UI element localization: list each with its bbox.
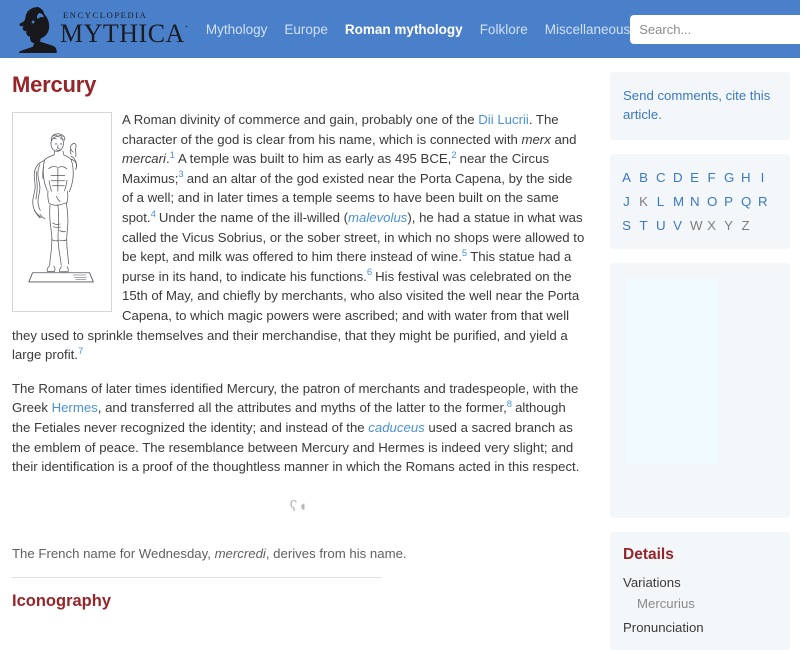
alpha-letter-a[interactable]: A	[622, 170, 631, 185]
nav-item-miscellaneous[interactable]: Miscellaneous	[544, 21, 631, 37]
page-body	[0, 58, 800, 635]
footnote-ref-7[interactable]: 7	[77, 345, 84, 357]
alpha-letter-y: Y	[724, 218, 733, 233]
alpha-letter-b[interactable]: B	[639, 170, 648, 185]
classical-bust-icon	[14, 5, 58, 53]
p1-text-7: and an altar of the god existed near the Porta Capena, by the side of a well; and in later times a temple seems to have been built on the same spot.	[122, 170, 573, 225]
alpha-letter-r[interactable]: R	[758, 194, 768, 209]
main-navigation	[206, 22, 630, 37]
nav-item-roman-mythology[interactable]: Roman mythology	[344, 21, 463, 37]
alphabet-index	[610, 154, 790, 249]
section-heading-iconography: Iconography	[12, 591, 112, 610]
comments-separator: ,	[718, 88, 726, 103]
p1-text-10: This statue had a purse in its hand, to indicate his functions.	[122, 249, 572, 284]
alpha-letter-q[interactable]: Q	[741, 194, 752, 209]
cite-article-link[interactable]: cite this article	[623, 88, 771, 122]
logo-line-encyclopedia: ENCYCLOPEDIA	[63, 10, 148, 21]
p1-text-4: .	[165, 151, 170, 167]
alpha-letter-o[interactable]: O	[707, 194, 718, 209]
note-text-2: , derives from his name.	[265, 545, 407, 561]
article-note	[12, 544, 586, 563]
section-ornament: ʕ◖	[289, 497, 309, 515]
article-figure	[12, 112, 112, 312]
alpha-letter-j[interactable]: J	[623, 194, 630, 209]
alpha-letter-e[interactable]: E	[690, 170, 699, 185]
alpha-letter-n[interactable]: N	[690, 194, 700, 209]
footnote-ref-3[interactable]: 3	[178, 169, 184, 181]
alpha-letter-x: X	[707, 218, 716, 233]
alphabet-row-2	[622, 194, 780, 209]
alphabet-row-1	[622, 170, 780, 185]
comments-card	[610, 72, 790, 140]
footnote-ref-1[interactable]: 1	[169, 149, 175, 161]
alpha-letter-s[interactable]: S	[622, 218, 631, 233]
p1-text-2: . The character of the god is clear from his name, which is connected with	[122, 112, 559, 147]
p1-text-6: near the Circus Maximus;	[122, 151, 550, 186]
details-label-variations: Variations	[623, 575, 681, 590]
promo-placeholder	[610, 263, 790, 518]
link-dii-lucrii[interactable]: Dii Lucrii	[478, 112, 529, 127]
p2-text-2: , and transferred all the attributes and myths of the latter to the former,	[97, 400, 507, 416]
alpha-letter-m[interactable]: M	[673, 194, 685, 209]
logo-wordmark	[60, 11, 188, 47]
logo-line-mythica: MYTHICA˘	[60, 18, 188, 48]
statue-illustration	[16, 116, 108, 308]
footnote-ref-8[interactable]: 8	[506, 398, 513, 410]
alpha-letter-k: K	[639, 194, 648, 209]
send-comments-link[interactable]: Send comments	[623, 88, 719, 103]
alpha-letter-z: Z	[741, 218, 750, 233]
section-divider	[12, 577, 382, 578]
p2-text-3: although the Fetiales never recognized the identity; and instead of the	[12, 400, 566, 435]
p2-text-4: used a sacred branch as the emblem of peace. The resemblance between Mercury and Hermes is indeed very slight; and their identification is a proof of the thoughtless manner in which the Romans acted in this respect.	[12, 419, 580, 475]
details-heading: Details	[623, 546, 674, 563]
alpha-letter-u[interactable]: U	[656, 218, 666, 233]
promo-inner-area	[626, 277, 718, 464]
alphabet-row-3	[622, 218, 780, 233]
alpha-letter-v[interactable]: V	[673, 218, 682, 233]
alpha-letter-p[interactable]: P	[724, 194, 733, 209]
alpha-letter-f[interactable]: F	[707, 170, 716, 185]
site-header	[0, 0, 800, 58]
alpha-letter-l[interactable]: L	[656, 194, 665, 209]
details-label-pronunciation: Pronunciation	[623, 620, 704, 635]
logo-trademark: ˘	[184, 24, 188, 35]
p1-text-8: Under the name of the ill-willed (	[158, 209, 348, 225]
nav-item-mythology[interactable]: Mythology	[205, 21, 268, 37]
link-malevolus[interactable]: malevolus	[348, 209, 408, 225]
alpha-letter-d[interactable]: D	[673, 170, 683, 185]
p1-italic-merx: merx	[521, 131, 551, 147]
alpha-letter-i[interactable]: I	[760, 170, 765, 185]
footnote-ref-5[interactable]: 5	[461, 247, 468, 259]
p1-text-3: and	[550, 131, 577, 147]
p1-text-5: A temple was built to him as early as 495 BCE,	[177, 151, 452, 167]
article-paragraph-2	[12, 379, 586, 477]
nav-item-europe[interactable]: Europe	[284, 21, 328, 37]
footnote-ref-4[interactable]: 4	[150, 208, 156, 220]
footnote-ref-2[interactable]: 2	[451, 149, 457, 161]
note-text-1: The French name for Wednesday,	[12, 545, 215, 561]
footnote-ref-6[interactable]: 6	[366, 267, 373, 279]
link-caduceus[interactable]: caduceus	[368, 419, 425, 435]
alpha-letter-g[interactable]: G	[724, 170, 735, 185]
page-title: Mercury	[12, 72, 97, 97]
details-card	[610, 532, 790, 650]
alpha-letter-t[interactable]: T	[639, 218, 648, 233]
p1-text-9: ), he had a statue in what was called the Vicus Sobrius, or the sober street, in which no shops were allowed to be kept, and milk was offered to him there instead of wine.	[122, 209, 585, 265]
alpha-letter-c[interactable]: C	[656, 170, 666, 185]
alpha-letter-h[interactable]: H	[741, 170, 751, 185]
article-column	[0, 58, 600, 610]
nav-item-folklore[interactable]: Folklore	[479, 21, 528, 37]
link-hermes[interactable]: Hermes	[51, 400, 98, 416]
alpha-letter-w: W	[690, 218, 703, 233]
note-italic-mercredi: mercredi	[214, 545, 266, 561]
p2-text-1: The Romans of later times identified Mercury, the patron of merchants and tradespeople, with the Greek	[12, 380, 579, 416]
search-input[interactable]	[630, 15, 808, 44]
p1-italic-mercari: mercari	[122, 151, 166, 167]
comments-period: .	[658, 107, 662, 122]
p1-text-1: A Roman divinity of commerce and gain, probably one of the	[122, 112, 479, 127]
p1-text-11: His festival was celebrated on the 15th of May, and chiefly by merchants, who also visited the well near the Porta Capena, to which magic powers were ascribed; and with water from that well they used to sprinkle themselves and their merchandise, that they might be purified, and yield a large profit.	[12, 268, 580, 363]
details-value-variations: Mercurius	[637, 596, 695, 611]
sidebar	[600, 58, 800, 635]
site-logo[interactable]	[14, 5, 188, 53]
